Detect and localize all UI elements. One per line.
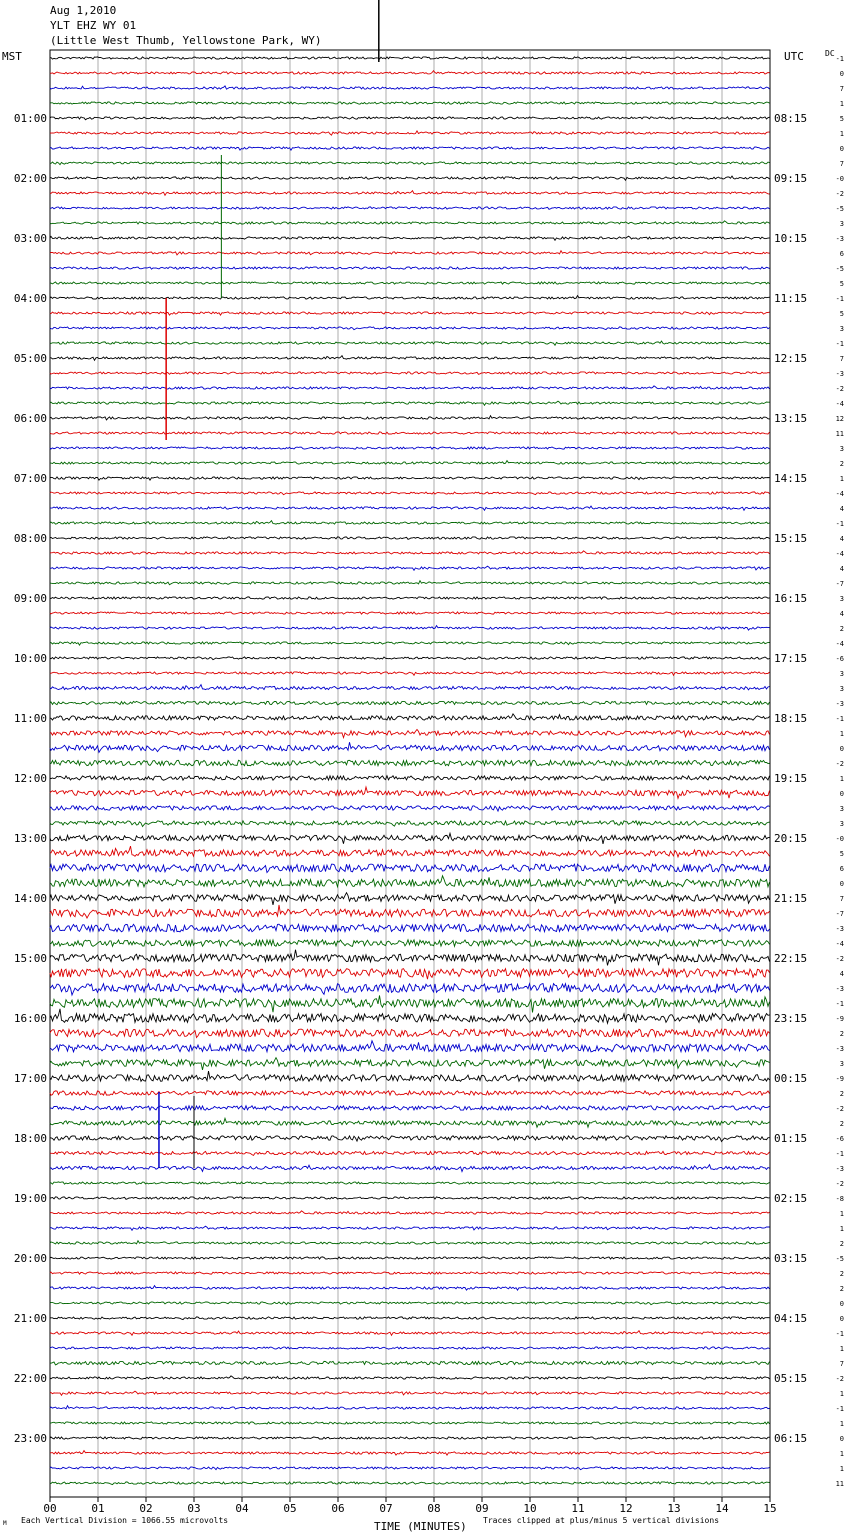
dc-offset-value: -1 <box>835 520 844 528</box>
dc-offset-value: -9 <box>835 1015 844 1023</box>
dc-offset-value: 1 <box>839 1345 844 1353</box>
right-hour-label: 00:15 <box>774 1072 808 1085</box>
trace-row <box>50 1451 770 1456</box>
dc-offset-value: -5 <box>835 205 844 213</box>
dc-offset-value: 3 <box>839 220 844 228</box>
left-hour-label: 22:00 <box>13 1372 47 1385</box>
left-timezone-label: MST <box>2 50 22 63</box>
trace-row <box>50 893 770 905</box>
x-tick-label: 09 <box>475 1502 489 1515</box>
x-tick-label: 04 <box>235 1502 249 1515</box>
trace-row <box>50 401 770 405</box>
dc-offset-value: -3 <box>835 1045 844 1053</box>
right-hour-label: 05:15 <box>774 1372 808 1385</box>
dc-offset-value: 0 <box>839 1315 844 1323</box>
dc-offset-value: 6 <box>839 250 844 258</box>
left-hour-label: 14:00 <box>13 892 47 905</box>
trace-row <box>50 267 770 269</box>
left-hour-label: 10:00 <box>13 652 47 665</box>
trace-row <box>50 57 770 59</box>
dc-offset-value: 3 <box>839 685 844 693</box>
trace-row <box>50 372 770 374</box>
left-hour-label: 03:00 <box>13 232 47 245</box>
right-hour-label: 09:15 <box>774 172 808 185</box>
left-hour-label: 12:00 <box>13 772 47 785</box>
dc-offset-value: -8 <box>835 1195 844 1203</box>
trace-row <box>50 117 770 120</box>
trace-row <box>50 657 770 660</box>
dc-offset-value: 1 <box>839 775 844 783</box>
dc-offset-value: -7 <box>835 910 844 918</box>
trace-row <box>50 312 770 315</box>
right-hour-label: 04:15 <box>774 1312 808 1325</box>
left-hour-label: 06:00 <box>13 412 47 425</box>
dc-offset-value: -1 <box>835 1405 844 1413</box>
station-location: (Little West Thumb, Yellowstone Park, WY) <box>50 34 322 47</box>
dc-offset-value: 1 <box>839 1450 844 1458</box>
trace-row <box>50 131 770 135</box>
dc-offset-value: 2 <box>839 1030 844 1038</box>
dc-offset-value: 1 <box>839 1225 844 1233</box>
trace-row <box>50 714 770 720</box>
trace-row <box>50 1029 770 1037</box>
dc-offset-value: 5 <box>839 115 844 123</box>
dc-offset-value: -7 <box>835 580 844 588</box>
trace-row <box>50 905 770 918</box>
trace-row <box>50 1347 770 1349</box>
dc-offset-value: 0 <box>839 145 844 153</box>
trace-row <box>50 1106 770 1110</box>
dc-offset-value: 4 <box>839 535 844 543</box>
dc-offset-value: 1 <box>839 1390 844 1398</box>
right-hour-label: 02:15 <box>774 1192 808 1205</box>
dc-offset-value: -6 <box>835 655 844 663</box>
dc-offset-header: DC <box>825 49 835 58</box>
trace-row <box>50 1241 770 1244</box>
dc-offset-value: -2 <box>835 1375 844 1383</box>
trace-row <box>50 1197 770 1199</box>
trace-row <box>50 251 770 255</box>
x-tick-label: 03 <box>187 1502 201 1515</box>
dc-offset-value: 7 <box>839 355 844 363</box>
dc-offset-value: -2 <box>835 190 844 198</box>
trace-row <box>50 984 770 995</box>
dc-offset-value: 2 <box>839 1285 844 1293</box>
trace-row <box>50 327 770 330</box>
trace-row <box>50 207 770 209</box>
dc-offset-value: -1 <box>835 1150 844 1158</box>
trace-row <box>50 597 770 599</box>
trace-row <box>50 1151 770 1155</box>
trace-row <box>50 864 770 872</box>
left-hour-label: 20:00 <box>13 1252 47 1265</box>
right-hour-label: 10:15 <box>774 232 808 245</box>
trace-row <box>50 685 770 690</box>
trace-row <box>50 416 770 420</box>
dc-offset-value: 4 <box>839 610 844 618</box>
dc-offset-value: -3 <box>835 1165 844 1173</box>
dc-offset-value: 6 <box>839 865 844 873</box>
trace-row <box>50 642 770 645</box>
trace-row <box>50 742 770 752</box>
trace-row <box>50 806 770 811</box>
dc-offset-value: -9 <box>835 1075 844 1083</box>
left-hour-label: 15:00 <box>13 952 47 965</box>
dc-offset-value: -4 <box>835 400 844 408</box>
dc-offset-value: 2 <box>839 460 844 468</box>
dc-offset-value: -3 <box>835 700 844 708</box>
dc-offset-value: 1 <box>839 730 844 738</box>
left-hour-label: 11:00 <box>13 712 47 725</box>
right-hour-label: 21:15 <box>774 892 808 905</box>
dc-offset-value: 7 <box>839 1360 844 1368</box>
dc-offset-value: -6 <box>835 1135 844 1143</box>
clip-note: Traces clipped at plus/minus 5 vertical divisions <box>483 1516 720 1525</box>
dc-offset-value: 5 <box>839 850 844 858</box>
trace-row <box>50 581 770 585</box>
scale-note: Each Vertical Division = 1066.55 microvolts <box>21 1516 229 1525</box>
left-hour-label: 07:00 <box>13 472 47 485</box>
left-hour-label: 09:00 <box>13 592 47 605</box>
event-spikes <box>159 0 379 1168</box>
left-hour-label: 21:00 <box>13 1312 47 1325</box>
x-tick-label: 11 <box>571 1502 585 1515</box>
trace-row <box>50 612 770 614</box>
dc-offset-value: 0 <box>839 790 844 798</box>
corner-mark: M <box>3 1520 7 1527</box>
dc-offset-value: 2 <box>839 1240 844 1248</box>
x-tick-label: 01 <box>91 1502 105 1515</box>
trace-row <box>50 102 770 104</box>
trace-row <box>50 566 770 570</box>
dc-offset-value: -2 <box>835 760 844 768</box>
right-hour-label: 14:15 <box>774 472 808 485</box>
x-tick-label: 13 <box>667 1502 681 1515</box>
right-hour-label: 18:15 <box>774 712 808 725</box>
trace-row <box>50 341 770 345</box>
trace-row <box>50 846 770 857</box>
trace-row <box>50 626 770 631</box>
trace-row <box>50 1165 770 1172</box>
dc-offset-value: 2 <box>839 1120 844 1128</box>
dc-offset-value: -1 <box>835 715 844 723</box>
left-hour-label: 19:00 <box>13 1192 47 1205</box>
dc-offset-value: 2 <box>839 1090 844 1098</box>
trace-row <box>50 701 770 705</box>
trace-row <box>50 1257 770 1259</box>
trace-row <box>50 191 770 196</box>
dc-offset-value: 3 <box>839 325 844 333</box>
trace-row <box>50 730 770 738</box>
left-hour-label: 08:00 <box>13 532 47 545</box>
trace-row <box>50 162 770 165</box>
dc-offset-value: 0 <box>839 880 844 888</box>
dc-offset-value: 0 <box>839 1300 844 1308</box>
left-hour-label: 01:00 <box>13 112 47 125</box>
left-hour-label: 02:00 <box>13 172 47 185</box>
dc-offset-value: -2 <box>835 1180 844 1188</box>
left-hour-label: 04:00 <box>13 292 47 305</box>
trace-row <box>50 760 770 765</box>
trace-row <box>50 776 770 780</box>
trace-row <box>50 147 770 150</box>
trace-row <box>50 1136 770 1142</box>
dc-offset-value: 0 <box>839 70 844 78</box>
trace-row <box>50 1226 770 1230</box>
dc-offset-value: -0 <box>835 175 844 183</box>
right-hour-label: 01:15 <box>774 1132 808 1145</box>
trace-row <box>50 1302 770 1305</box>
dc-offset-value: -2 <box>835 1105 844 1113</box>
dc-offset-value: 7 <box>839 895 844 903</box>
dc-offset-value: 3 <box>839 1060 844 1068</box>
right-hour-label: 11:15 <box>774 292 808 305</box>
trace-row <box>50 1482 770 1485</box>
trace-row <box>50 833 770 844</box>
trace-row <box>50 924 770 932</box>
dc-offset-value: -1 <box>835 1000 844 1008</box>
trace-row <box>50 221 770 224</box>
right-hour-label: 19:15 <box>774 772 808 785</box>
right-hour-label: 03:15 <box>774 1252 808 1265</box>
dc-offset-value: 0 <box>839 1435 844 1443</box>
trace-row <box>50 356 770 361</box>
x-tick-label: 06 <box>331 1502 345 1515</box>
trace-row <box>50 477 770 480</box>
x-axis-ticks <box>43 1497 776 1515</box>
dc-offset-value: -1 <box>835 1330 844 1338</box>
left-hour-label: 05:00 <box>13 352 47 365</box>
trace-row <box>50 1331 770 1336</box>
trace-row <box>50 1406 770 1409</box>
dc-offset-value: 4 <box>839 565 844 573</box>
dc-offset-value: 12 <box>835 415 844 423</box>
x-tick-label: 08 <box>427 1502 441 1515</box>
right-hour-label: 13:15 <box>774 412 808 425</box>
trace-row <box>50 787 770 798</box>
dc-offset-value: -4 <box>835 640 844 648</box>
x-tick-label: 07 <box>379 1502 393 1515</box>
x-tick-label: 00 <box>43 1502 57 1515</box>
x-tick-label: 02 <box>139 1502 153 1515</box>
dc-offset-value: -0 <box>835 835 844 843</box>
dc-offset-value: 4 <box>839 970 844 978</box>
dc-offset-value: 3 <box>839 820 844 828</box>
left-hour-label: 16:00 <box>13 1012 47 1025</box>
dc-offset-value: 4 <box>839 505 844 513</box>
trace-row <box>50 1091 770 1095</box>
trace-row <box>50 492 770 495</box>
dc-offset-value: -4 <box>835 940 844 948</box>
right-hour-label: 17:15 <box>774 652 808 665</box>
seismic-traces <box>50 57 770 1485</box>
dc-offset-value: 1 <box>839 475 844 483</box>
trace-row <box>50 876 770 887</box>
plot-date: Aug 1,2010 <box>50 4 117 17</box>
dc-offset-value: 11 <box>835 1480 844 1488</box>
dc-offset-value: -2 <box>835 955 844 963</box>
trace-row <box>50 282 770 284</box>
dc-offset-value: 1 <box>839 130 844 138</box>
left-hour-label: 17:00 <box>13 1072 47 1085</box>
trace-row <box>50 950 770 966</box>
dc-offset-value: 1 <box>839 1420 844 1428</box>
trace-row <box>50 1058 770 1070</box>
dc-offset-value: 2 <box>839 625 844 633</box>
trace-row <box>50 447 770 449</box>
dc-offset-value: -1 <box>835 55 844 63</box>
trace-row <box>50 461 770 465</box>
trace-row <box>50 1071 770 1081</box>
x-tick-label: 15 <box>763 1502 777 1515</box>
trace-row <box>50 551 770 554</box>
trace-row <box>50 296 770 300</box>
trace-row <box>50 176 770 180</box>
dc-offset-value: -3 <box>835 985 844 993</box>
trace-row <box>50 1286 770 1291</box>
dc-offset-value: 1 <box>839 1465 844 1473</box>
dc-offset-value: 2 <box>839 1270 844 1278</box>
left-hour-label: 13:00 <box>13 832 47 845</box>
dc-offset-value: 3 <box>839 670 844 678</box>
right-timezone-label: UTC <box>784 50 804 63</box>
trace-row <box>50 671 770 675</box>
trace-row <box>50 969 770 980</box>
dc-offset-value: -1 <box>835 340 844 348</box>
left-hour-label: 23:00 <box>13 1432 47 1445</box>
dc-offset-value: -1 <box>835 295 844 303</box>
dc-offset-value: 1 <box>839 100 844 108</box>
trace-row <box>50 940 770 947</box>
trace-row <box>50 506 770 510</box>
right-hour-label: 08:15 <box>774 112 808 125</box>
trace-row <box>50 1422 770 1424</box>
trace-row <box>50 1467 770 1470</box>
right-hour-label: 16:15 <box>774 592 808 605</box>
dc-offset-value: -4 <box>835 490 844 498</box>
x-tick-label: 12 <box>619 1502 633 1515</box>
trace-row <box>50 1211 770 1214</box>
trace-row <box>50 86 770 89</box>
trace-row <box>50 1272 770 1274</box>
trace-row <box>50 1317 770 1320</box>
trace-row <box>50 1361 770 1365</box>
station-code: YLT EHZ WY 01 <box>50 19 137 32</box>
dc-offset-value: -3 <box>835 925 844 933</box>
right-hour-label: 12:15 <box>774 352 808 365</box>
dc-offset-value: -5 <box>835 265 844 273</box>
left-hour-label: 18:00 <box>13 1132 47 1145</box>
trace-row <box>50 1376 770 1379</box>
trace-row <box>50 1182 770 1184</box>
right-hour-label: 23:15 <box>774 1012 808 1025</box>
trace-row <box>50 1437 770 1439</box>
trace-row <box>50 996 770 1013</box>
trace-row <box>50 1009 770 1023</box>
dc-offset-value: 5 <box>839 280 844 288</box>
dc-offset-value: -3 <box>835 235 844 243</box>
dc-offset-value: 5 <box>839 310 844 318</box>
dc-offset-value: 0 <box>839 745 844 753</box>
x-tick-label: 14 <box>715 1502 729 1515</box>
x-axis-title: TIME (MINUTES) <box>374 1520 467 1533</box>
trace-row <box>50 537 770 539</box>
dc-offset-labels <box>836 55 844 1488</box>
dc-offset-value: 7 <box>839 85 844 93</box>
trace-row <box>50 1391 770 1395</box>
right-hour-label: 15:15 <box>774 532 808 545</box>
dc-offset-value: 3 <box>839 595 844 603</box>
x-tick-label: 05 <box>283 1502 297 1515</box>
right-hour-label: 22:15 <box>774 952 808 965</box>
trace-row <box>50 386 770 389</box>
dc-offset-value: -2 <box>835 385 844 393</box>
x-tick-label: 10 <box>523 1502 537 1515</box>
right-hour-label: 06:15 <box>774 1432 808 1445</box>
dc-offset-value: 7 <box>839 160 844 168</box>
dc-offset-value: -4 <box>835 550 844 558</box>
dc-offset-value: -3 <box>835 370 844 378</box>
dc-offset-value: -5 <box>835 1255 844 1263</box>
dc-offset-value: 1 <box>839 1210 844 1218</box>
dc-offset-value: 3 <box>839 805 844 813</box>
trace-row <box>50 521 770 524</box>
dc-offset-value: 11 <box>835 430 844 438</box>
trace-row <box>50 1041 770 1052</box>
trace-row <box>50 821 770 827</box>
trace-row <box>50 71 770 74</box>
dc-offset-value: 3 <box>839 445 844 453</box>
right-hour-label: 20:15 <box>774 832 808 845</box>
trace-row <box>50 1118 770 1127</box>
trace-row <box>50 432 770 434</box>
trace-row <box>50 236 770 240</box>
